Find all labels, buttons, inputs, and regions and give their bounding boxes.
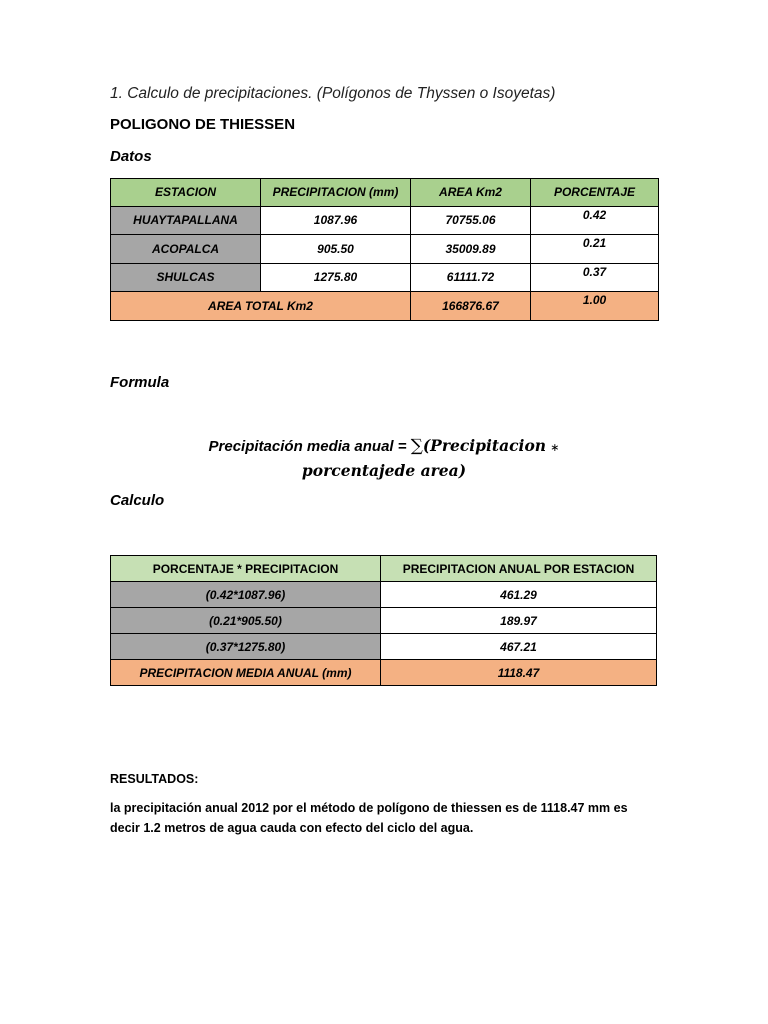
area-cell: 70755.06 <box>411 206 531 235</box>
header-area: AREA Km2 <box>411 179 531 207</box>
formula-equals: = <box>397 438 407 455</box>
table-header-row <box>111 556 657 582</box>
total-area-value: 166876.67 <box>411 292 531 321</box>
result-cell: 189.97 <box>381 608 657 634</box>
subtitle: POLIGONO DE THIESSEN <box>110 116 296 133</box>
formula-line-1 <box>110 434 658 459</box>
formula-part-2: porcentajede area <box>301 461 459 480</box>
product-cell: (0.21*905.50) <box>111 608 381 634</box>
station-name: HUAYTAPALLANA <box>111 206 261 235</box>
formula-line-2 <box>110 459 658 483</box>
product-cell: (0.37*1275.80) <box>111 634 381 660</box>
mean-annual-label: PRECIPITACION MEDIA ANUAL (mm) <box>111 660 381 686</box>
table-header-row <box>111 179 659 207</box>
header-estacion: ESTACION <box>111 179 261 207</box>
percent-cell: 0.37 <box>531 263 659 292</box>
thiessen-data-table <box>110 178 659 321</box>
table-row <box>111 608 657 634</box>
header-precipitacion-anual: PRECIPITACION ANUAL POR ESTACION <box>381 556 657 582</box>
formula <box>110 434 658 483</box>
table-row <box>111 582 657 608</box>
area-cell: 35009.89 <box>411 235 531 264</box>
percent-cell: 0.21 <box>531 235 659 264</box>
section-title: 1. Calculo de precipitaciones. (Polígonos de Thyssen o Isoyetas) <box>110 85 556 102</box>
formula-part-1: (Precipitacion <box>422 436 547 455</box>
header-precipitacion: PRECIPITACION (mm) <box>261 179 411 207</box>
sum-symbol: ∑ <box>410 436 423 456</box>
product-cell: (0.42*1087.96) <box>111 582 381 608</box>
station-name: SHULCAS <box>111 263 261 292</box>
formula-label: Formula <box>110 374 170 391</box>
precipitation-cell: 1275.80 <box>261 263 411 292</box>
header-porcentaje-precipitacion: PORCENTAJE * PRECIPITACION <box>111 556 381 582</box>
total-percent-value: 1.00 <box>531 292 659 321</box>
formula-close: ) <box>458 461 467 480</box>
area-cell: 61111.72 <box>411 263 531 292</box>
mean-annual-value: 1118.47 <box>381 660 657 686</box>
table-row <box>111 235 659 264</box>
table-row <box>111 263 659 292</box>
total-row <box>111 292 659 321</box>
result-cell: 461.29 <box>381 582 657 608</box>
precipitation-cell: 1087.96 <box>261 206 411 235</box>
total-area-label: AREA TOTAL Km2 <box>111 292 411 321</box>
result-cell: 467.21 <box>381 634 657 660</box>
results-title: RESULTADOS: <box>110 772 199 786</box>
header-porcentaje: PORCENTAJE <box>531 179 659 207</box>
datos-label: Datos <box>110 148 152 165</box>
table-row <box>111 634 657 660</box>
station-name: ACOPALCA <box>111 235 261 264</box>
formula-text: Precipitación media anual <box>208 438 394 455</box>
calculation-table <box>110 555 657 686</box>
total-row <box>111 660 657 686</box>
calculo-label: Calculo <box>110 492 165 509</box>
precipitation-cell: 905.50 <box>261 235 411 264</box>
percent-cell: 0.42 <box>531 206 659 235</box>
formula-operator: ∗ <box>550 441 560 454</box>
results-text: la precipitación anual 2012 por el método de polígono de thiessen es de 1118.47 mm es decir 1.2 metros de agua cauda con efecto del ciclo del agua. <box>110 801 628 835</box>
table-row <box>111 206 659 235</box>
